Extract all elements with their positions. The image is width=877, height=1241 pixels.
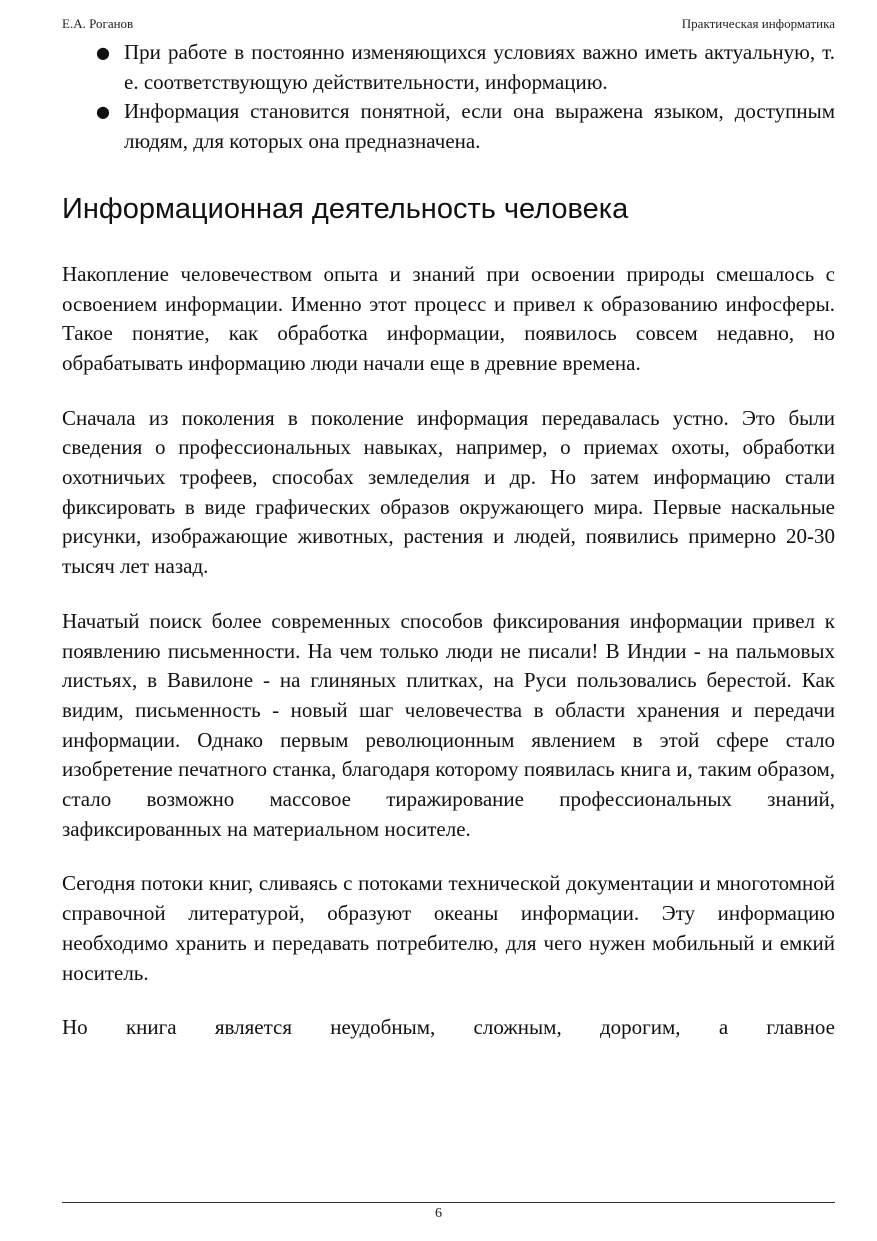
page-content — [62, 38, 835, 1043]
footer-divider — [62, 1202, 835, 1203]
bullet-text: Информация становится понятной, если она выражена языком, доступным людям, для которых она предназначена. — [124, 99, 835, 154]
paragraph-truncated: Но книга является неудобным, сложным, дорогим, а главное — [62, 1015, 835, 1040]
paragraph: Сначала из поколения в поколение информация передавалась устно. Это были сведения о профессиональных навыках, например, о приемах охоты, обработки охотничьих трофеев, способах земледелия и др. Но затем информацию стали фиксировать в виде графических образов окружающего мира. Первые наскальные рисунки, изображающие животных, растения и людей, появились примерно 20-30 тысяч лет назад. — [62, 405, 835, 579]
running-header — [62, 16, 835, 36]
bullet-item — [62, 38, 835, 97]
header-book-title: Практическая информатика — [681, 16, 835, 31]
bullet-item — [62, 97, 835, 156]
bullet-dot-icon: ● — [96, 43, 110, 62]
header-author: Е.А. Роганов — [62, 16, 134, 31]
paragraph: Сегодня потоки книг, сливаясь с потоками технической документации и многотомной справочной литературой, образуют океаны информации. Эту информацию необходимо хранить и передавать потребителю, для чего нужен мобильный и емкий носитель. — [62, 871, 835, 985]
section-heading: Информационная деятельность человека — [62, 192, 629, 225]
paragraph: Накопление человечеством опыта и знаний при освоении природы смешалось с освоением информации. Именно этот процесс и привел к образованию инфосферы. Такое понятие, как обработка информации, появилось совсем недавно, но обрабатывать информацию люди начали еще в древние времена. — [62, 261, 835, 375]
bullet-text: При работе в постоянно изменяющихся условиях важно иметь актуальную, т. е. соответствующую действительности, информацию. — [124, 40, 835, 94]
paragraph: Начатый поиск более современных способов фиксирования информации привел к появлению письменности. На чем только люди не писали! В Индии - на пальмовых листьях, в Вавилоне - на глиняных плитках, на Руси пользовались берестой. Как видим, письменность - новый шаг человечества в области хранения и передачи информации. Однако первым революционным явлением в этой сфере стало изобретение печатного станка, благодаря которому появилась книга и, таким образом, стало возможно массовое тиражирование профессиональных знаний, зафиксированных на материальном носителе. — [62, 608, 835, 841]
bullet-list — [62, 38, 835, 157]
bullet-dot-icon: ● — [96, 102, 110, 122]
page-number: 6 — [435, 1206, 442, 1221]
